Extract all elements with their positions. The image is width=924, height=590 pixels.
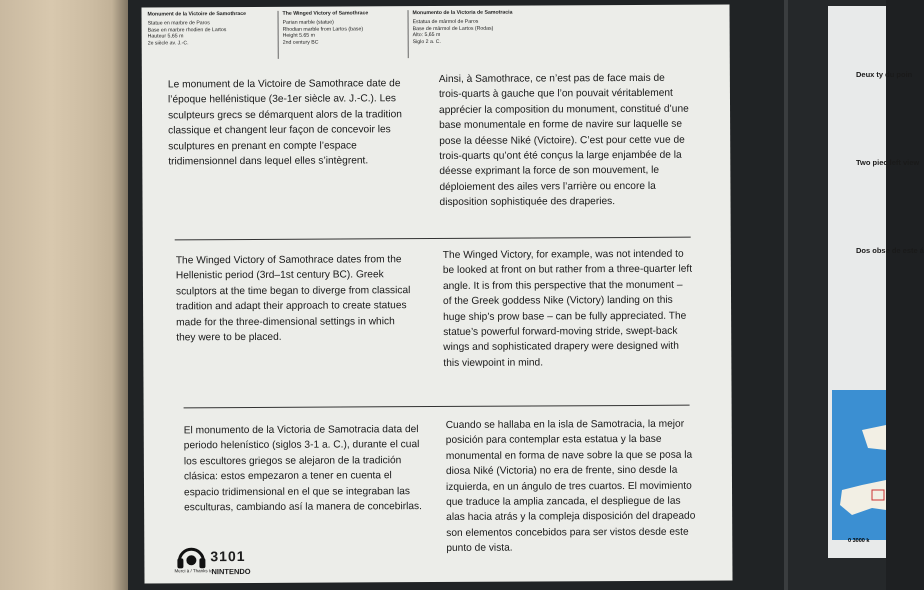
label-es-line: Alto: 5,65 m — [412, 32, 441, 39]
main-placard — [141, 4, 732, 583]
label-es — [408, 10, 530, 59]
text-es-left: El monumento de la Victoria de Samotracia data del periodo helenístico (siglos 3-1 a. C.), durante el cual los escultores griegos se alejaron de la tradición clásica: estos empezaron a tener en cuenta el espacio tridimensional en el que se integraban las esculturas, cambiando así la manera de concebirlas. — [183, 424, 422, 514]
text-es-right: Cuando se hallaba en la isla de Samotracia, la mejor posición para contemplar esta estatua y la base monumental en forma de nave sobre la que se posa la diosa Niké (Victoria) no era de frente, sino desde la izquierda, en un ángulo de tres cuartos. El movimiento que traduce la amplia zancada, el despliegue de las alas hacia atrás y la compleja disposición del drapeado son elementos concebidos para ser vistos desde este punto de vista. — [445, 418, 696, 555]
adjacent-heading-fr: Deux ty du poin — [856, 70, 913, 79]
label-en-title: The Winged Victory of Samothrace — [282, 10, 369, 17]
adjacent-placard — [828, 6, 924, 558]
label-band — [148, 8, 724, 59]
sponsor-label: NINTENDO — [211, 566, 251, 577]
label-en-line: Height 5.65 m — [282, 32, 315, 40]
text-en-right: The Winged Victory, for example, was not intended to be looked at front on but rather from a three-quarter left angle. It is from this perspective that the monument – of the Greek goddess Nike (Victory) landing on this huge ship’s prow base – can be fully appreciated. The statue’s powerful forward-moving stride, swept-back wings and sophisticated drapery were designed with this viewpoint in mind. — [442, 248, 693, 369]
text-fr-right: Ainsi, à Samothrace, ce n’est pas de face mais de trois-quarts à gauche que l’on pouvait véritablement apprécier la composition du monument, constitué d’une base monumentale en forme de navire sur laquelle se pose la déesse Niké (Victoire). C’est pour cette vue de trois-quarts qu’ont été conçus la large enjambée de la déesse exprimant la force de son mouvement, le déploiement des ailes vers l’arrière ou encore la disposition sophistiquée des draperies. — [438, 72, 689, 209]
label-en-line: 2nd century BC — [282, 39, 319, 46]
label-en-line: Rhodian marble from Lartos (base) — [282, 26, 364, 33]
label-es-line: Siglo 2 a. C. — [412, 38, 441, 45]
stone-wall — [0, 0, 128, 590]
headphones-icon — [174, 543, 208, 569]
adjacent-heading-en: Two piec left view — [856, 158, 920, 167]
text-fr-left: Le monument de la Victoire de Samothrace date de l’époque hellénistique (3e-1er siècle av. J.-C.). Les sculpteurs grecs se démarquent alors de la tradition classique et changent leur façon de concevoir les sculptures en prenant en compte l’espace tridimensionnel dans lequel elles s’intègrent. — [167, 78, 402, 168]
audio-number: 3101 — [210, 548, 246, 565]
text-en-left: The Winged Victory of Samothrace dates from the Hellenistic period (3rd–1st century BC). Greek sculptors at the time began to diverge from classical tradition and adapt their approach to create statues made for the three-dimensional settings in which they were to be placed. — [175, 254, 411, 344]
label-es-line: Base de mármol de Lartos (Rodas) — [412, 25, 494, 32]
label-fr-line: 2e siècle av. J.-C. — [147, 39, 189, 47]
label-es-line: Estatua de mármol de Paros — [412, 19, 479, 26]
thanks-label: Merci à / Thanks to — [174, 568, 213, 574]
label-fr — [148, 11, 270, 60]
label-en — [278, 10, 400, 59]
label-en-line: Parian marble (statue) — [282, 19, 334, 27]
label-fr-line: Statue en marbre de Paros — [147, 20, 210, 27]
map-image — [832, 390, 886, 540]
map-scale: 0 3000 k — [848, 538, 870, 544]
label-fr-line: Base en marbre rhodien de Lartos — [147, 26, 227, 34]
label-fr-line: Hauteur 5,65 m — [147, 33, 184, 40]
audio-guide — [174, 543, 245, 569]
label-fr-title: Monument de la Victoire de Samothrace — [147, 10, 247, 18]
label-es-title: Monumento de la Victoria de Samotracia — [412, 9, 513, 17]
section-rule — [175, 237, 691, 241]
section-rule — [184, 405, 690, 409]
adjacent-heading-es: Dos obse de este á — [856, 246, 924, 255]
